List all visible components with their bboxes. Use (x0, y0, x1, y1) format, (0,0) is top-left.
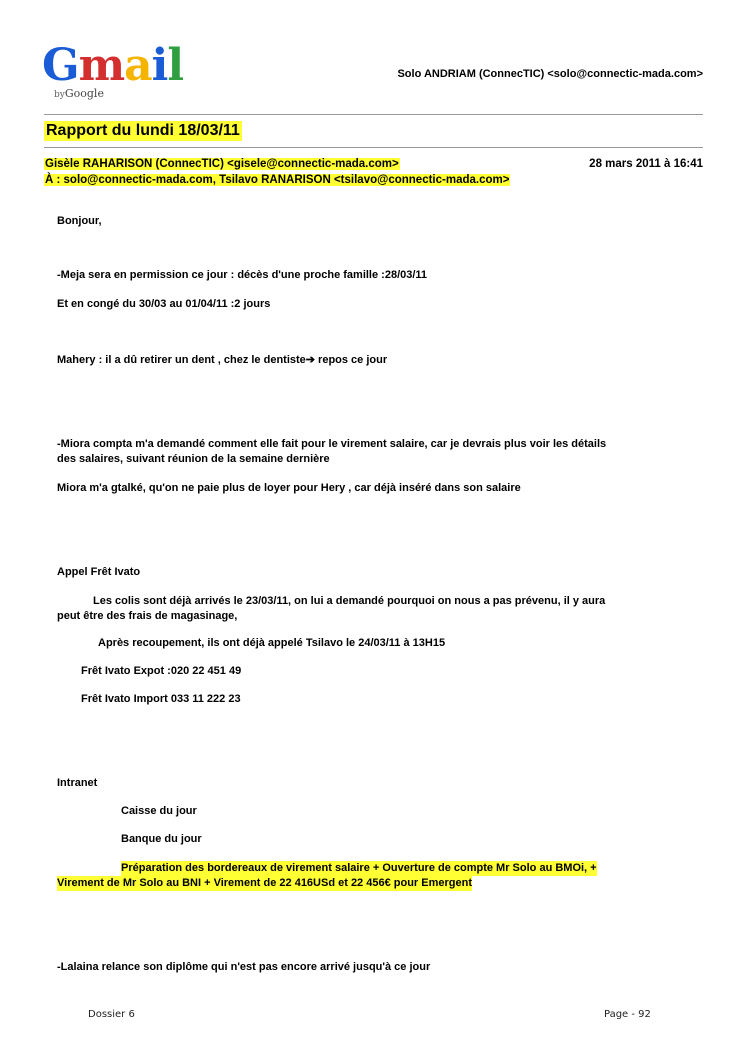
by-google-text: byGoogle (54, 87, 104, 100)
paragraph-meja: -Meja sera en permission ce jour : décès d'une proche famille :28/03/11 (57, 269, 428, 281)
message-subject: Rapport du lundi 18/03/11 (46, 122, 240, 139)
intranet-preparation-line2: Virement de Mr Solo au BNI + Virement de 22 416USd et 22 456€ pour Emergent (57, 877, 472, 889)
appel-line3: Après recoupement, ils ont déjà appelé Tsilavo le 24/03/11 à 13H15 (98, 637, 446, 649)
intranet-banque: Banque du jour (121, 833, 202, 845)
gmail-logo-text: Gmail (42, 40, 184, 91)
fret-import: Frêt Ivato Import 033 11 222 23 (81, 693, 241, 705)
greeting: Bonjour, (57, 215, 102, 227)
sender: Gisèle RAHARISON (ConnecTIC) <gisele@connectic-mada.com> (45, 158, 399, 170)
intranet-preparation-line1: Préparation des bordereaux de virement salaire + Ouverture de compte Mr Solo au BMOi, + (121, 862, 597, 874)
paragraph-conge: Et en congé du 30/03 au 01/04/11 :2 jours (57, 298, 271, 310)
header-divider (44, 114, 703, 115)
intranet-caisse: Caisse du jour (121, 805, 197, 817)
footer-dossier: Dossier 6 (88, 1009, 135, 1020)
section-appel-title: Appel Frêt Ivato (57, 566, 141, 578)
paragraph-lalaina: -Lalaina relance son diplôme qui n'est pas encore arrivé jusqu'à ce jour (57, 961, 431, 973)
appel-line2: peut être des frais de magasinage, (57, 610, 238, 622)
fret-expot: Frêt Ivato Expot :020 22 451 49 (81, 665, 242, 677)
appel-line1: Les colis sont déjà arrivés le 23/03/11, on lui a demandé pourquoi on nous a pas prévenu, il y aura (93, 595, 606, 607)
paragraph-miora-line2: des salaires, suivant réunion de la semaine dernière (57, 453, 330, 465)
message-date: 28 mars 2011 à 16:41 (589, 158, 703, 170)
paragraph-loyer: Miora m'a gtalké, qu'on ne paie plus de loyer pour Hery , car déjà inséré dans son salaire (57, 482, 521, 494)
footer-page-number: Page - 92 (604, 1009, 651, 1020)
paragraph-mahery: Mahery : il a dû retirer un dent , chez le dentiste➔ repos ce jour (57, 354, 388, 366)
paragraph-miora-line1: -Miora compta m'a demandé comment elle fait pour le virement salaire, car je devrais plus voir les détails (57, 438, 607, 450)
section-intranet-title: Intranet (57, 777, 98, 789)
subject-divider (44, 147, 703, 148)
gmail-logo (42, 40, 182, 102)
recipients: À : solo@connectic-mada.com, Tsilavo RANARISON <tsilavo@connectic-mada.com> (45, 174, 510, 186)
account-name: Solo ANDRIAM (ConnecTIC) <solo@connectic-mada.com> (397, 68, 703, 80)
